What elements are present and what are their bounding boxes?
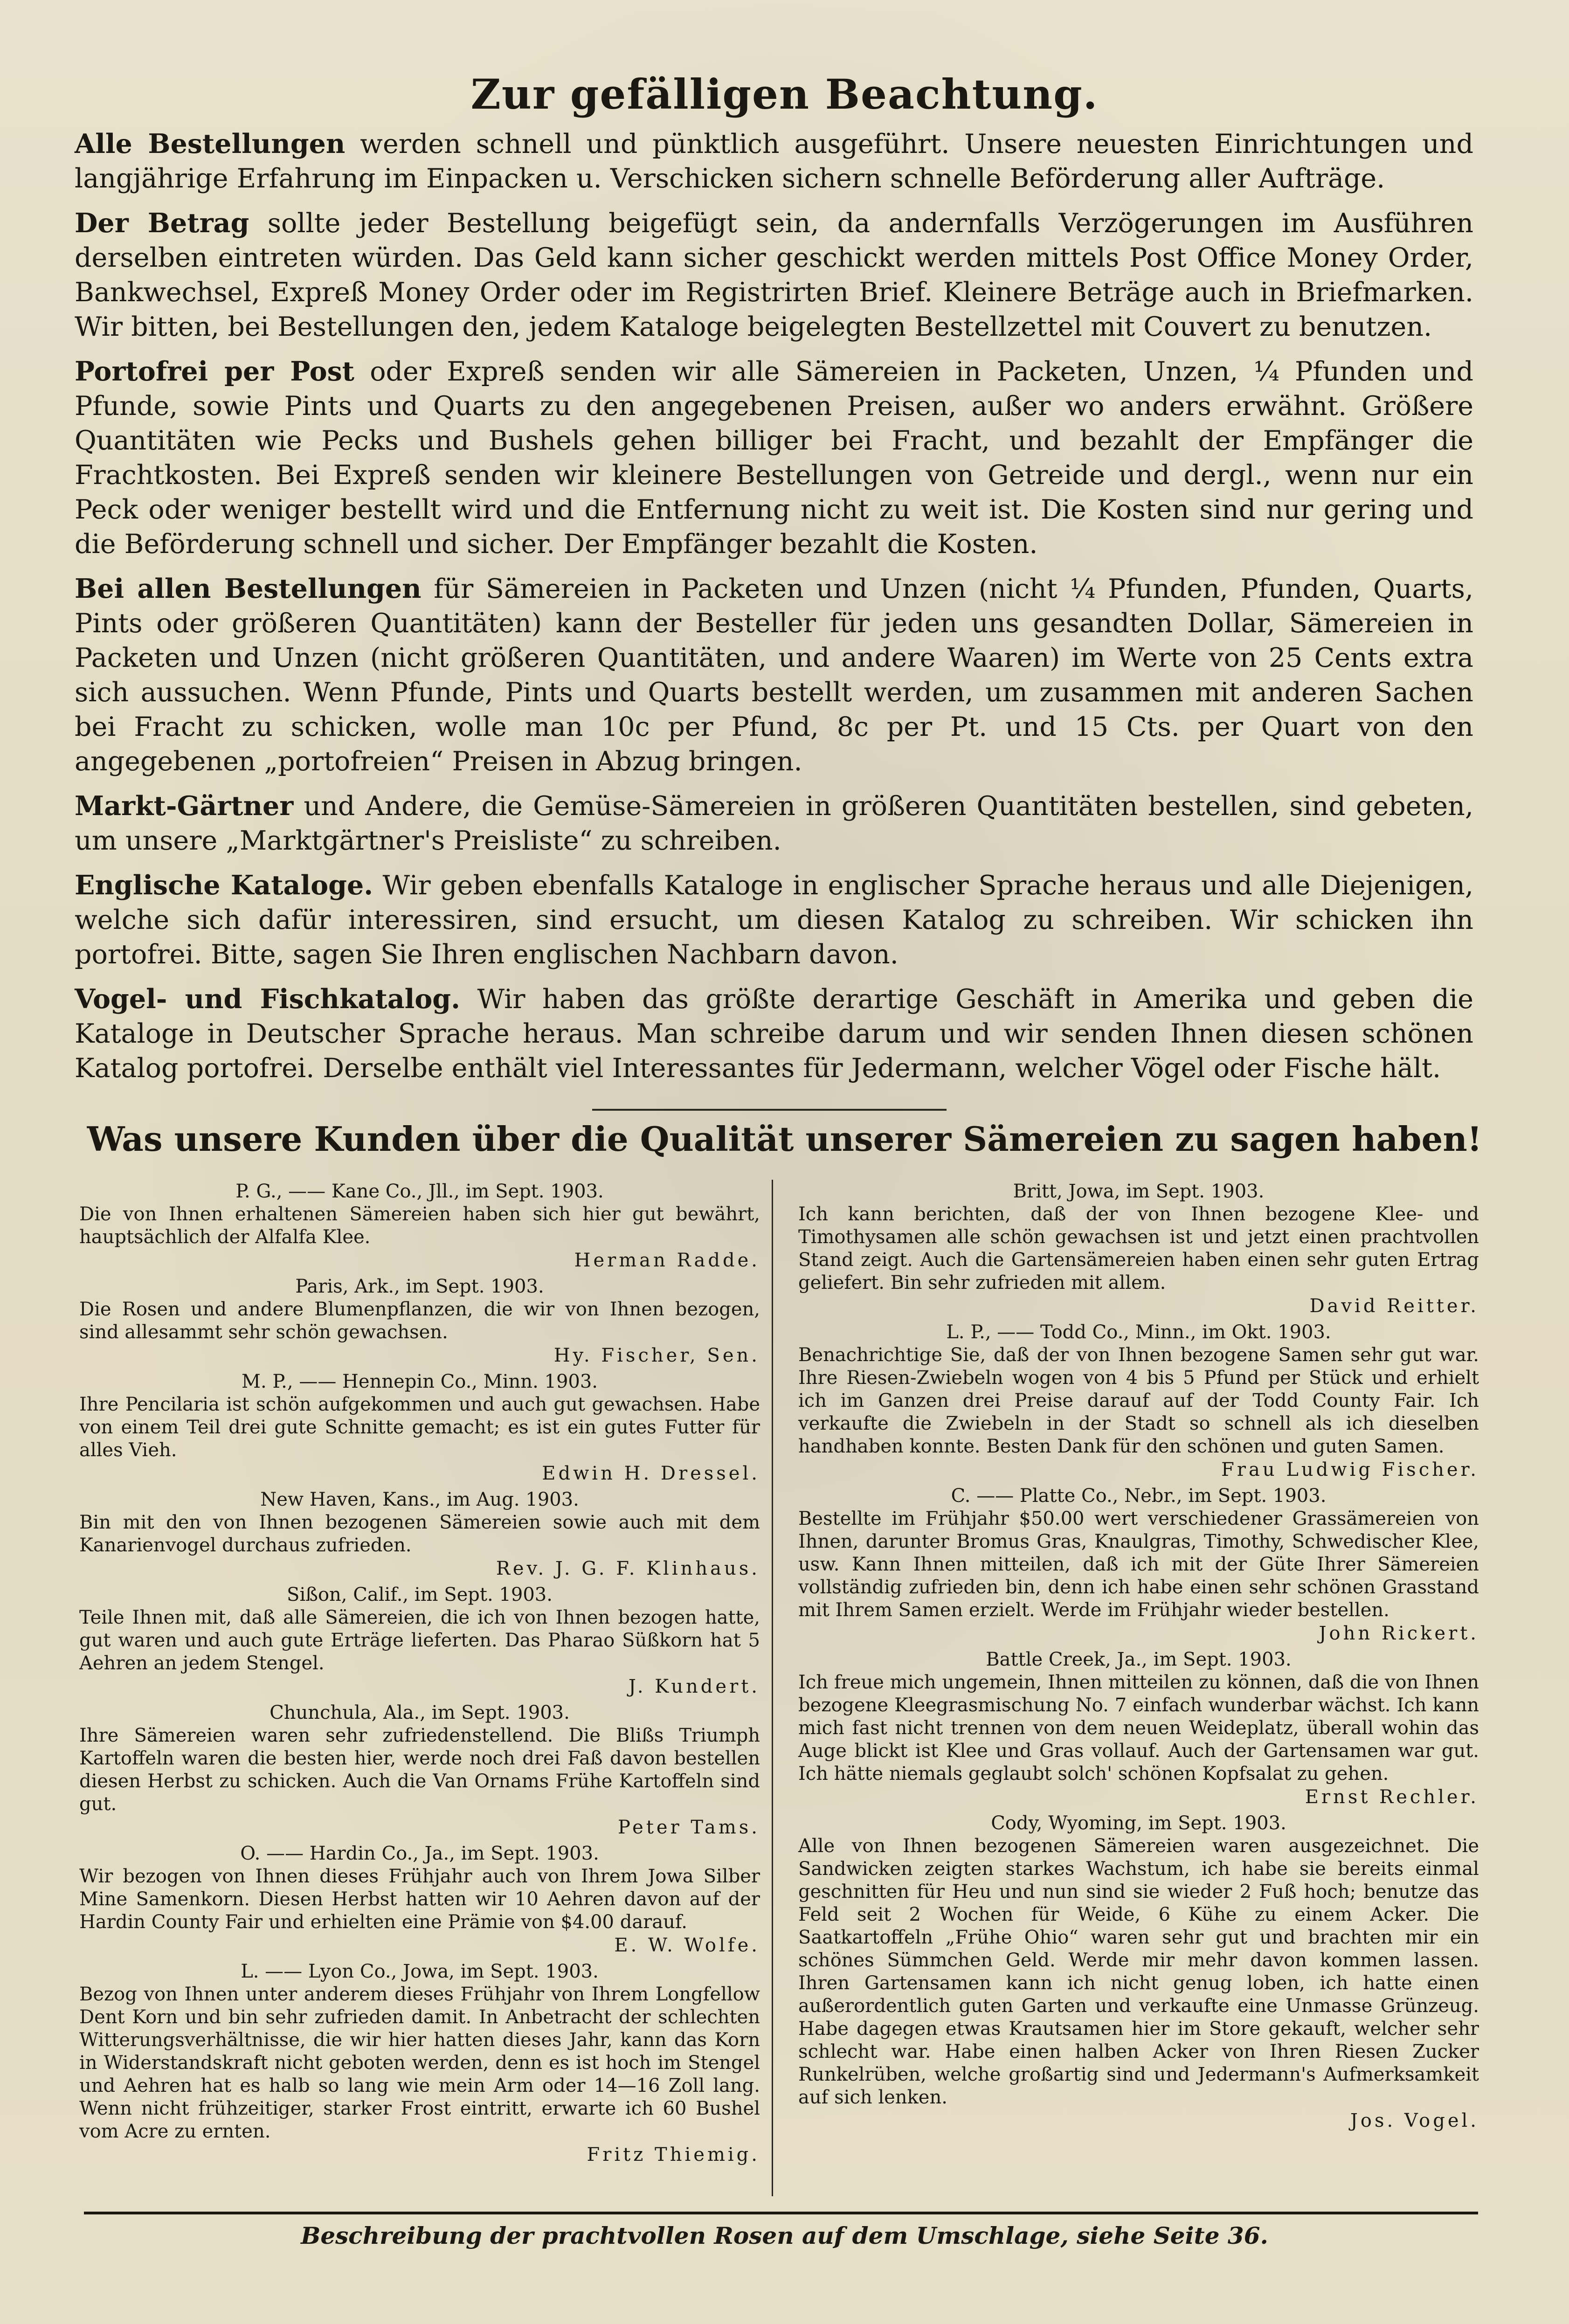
testimonial-signature: Jos. Vogel. xyxy=(1350,2110,1479,2131)
notice-text: und Andere, die Gemüse-Sämereien in größeren Quantitäten bestellen, sind gebeten, um unsere „Marktgärtner's Preisliste“ zu schreiben. xyxy=(75,791,1473,856)
notice-text: sollte jeder Bestellung beigefügt sein, da andernfalls Verzögerungen im Ausführen derselben eintreten würden. Das Geld kann sicher geschickt werden mittels Post Office Money Order, Bankwechsel, Expreß Money Order oder im Registrirten Brief. Kleinere Beträge auch in Briefmarken. Wir bitten, bei Bestellungen den, jedem Kataloge beigelegten Bestellzettel mit Couvert zu benutzen. xyxy=(75,208,1473,342)
testimonial-place: Cody, Wyoming, im Sept. 1903. xyxy=(991,1812,1286,1834)
testimonial-place: Sißon, Calif., im Sept. 1903. xyxy=(287,1584,553,1605)
testimonial-place: Chunchula, Ala., im Sept. 1903. xyxy=(270,1702,570,1723)
notice-text: werden schnell und pünktlich ausgeführt. Unsere neuesten Einrichtungen und langjährige Erfahrung im Einpacken u. Verschicken sichern schnelle Beförderung aller Aufträge. xyxy=(75,129,1473,194)
testimonial-text: Ihre Pencilaria ist schön aufgekommen und auch gut gewachsen. Habe von einem Teil drei gute Schnitte gemacht; es ist ein gutes Futter für alles Vieh. xyxy=(79,1394,760,1461)
testimonial-place: P. G., —— Kane Co., Jll., im Sept. 1903. xyxy=(235,1181,604,1202)
notice-lead: Der Betrag xyxy=(75,208,249,239)
testimonials-left-column xyxy=(79,1180,760,2169)
testimonial-place: Battle Creek, Ja., im Sept. 1903. xyxy=(986,1649,1292,1670)
notice-orders xyxy=(75,127,1473,196)
notice-lead: Alle Bestellungen xyxy=(75,128,346,159)
testimonial-text: Teile Ihnen mit, daß alle Sämereien, die ich von Ihnen bezogen hatte, gut waren und auch gute Erträge lieferten. Das Pharao Süßkorn hat 5 Aehren an jedem Stengel. xyxy=(79,1607,760,1674)
testimonial-signature: Fritz Thiemig. xyxy=(587,2144,760,2165)
column-divider xyxy=(772,1180,773,2196)
testimonial xyxy=(798,1648,1479,1809)
testimonial-place: O. —— Hardin Co., Ja., im Sept. 1903. xyxy=(240,1843,599,1864)
notice-english-catalogs xyxy=(75,868,1473,972)
testimonial xyxy=(79,1275,760,1367)
notice-lead: Portofrei per Post xyxy=(75,356,355,387)
notice-text: für Sämereien in Packeten und Unzen (nicht ¼ Pfunden, Pfunden, Quarts, Pints oder größeren Quantitäten) kann der Besteller für jeden uns gesandten Dollar, Sämereien in Packeten und Unzen (nicht größeren Quantitäten, und andere Waaren) im Werte von 25 Cents extra sich aussuchen. Wenn Pfunde, Pints und Quarts bestellt werden, um zusammen mit anderen Sachen bei Fracht zu schicken, wolle man 10c per Pfund, 8c per Pt. und 15 Cts. per Quart von den angegebenen „portofreien“ Preisen in Abzug bringen. xyxy=(75,574,1473,777)
testimonial xyxy=(798,1812,1479,2132)
testimonial-text: Ich kann berichten, daß der von Ihnen bezogene Klee- und Timothysamen alle schön gewachsen ist und jetzt einen prachtvollen Stand zeigt. Auch die Gartensämereien haben einen sehr guten Ertrag geliefert. Bin sehr zufrieden mit allem. xyxy=(798,1204,1479,1293)
testimonial xyxy=(79,1370,760,1485)
testimonial-place: L. P., —— Todd Co., Minn., im Okt. 1903. xyxy=(946,1321,1331,1343)
testimonial-text: Bestellte im Frühjahr $50.00 wert verschiedener Grassämereien von Ihnen, darunter Bromus Gras, Knaulgras, Timothy, Schwedischer Klee, usw. Kann Ihnen mitteilen, daß ich mit der Güte Ihrer Sämereien vollständig zufrieden bin, denn ich habe einen sehr schönen Grasstand mit Ihrem Samen erzielt. Werde im Frühjahr wieder bestellen. xyxy=(798,1508,1479,1621)
testimonial xyxy=(798,1321,1479,1481)
notice-text: Wir geben ebenfalls Kataloge in englischer Sprache heraus und alle Diejenigen, welche sich dafür interessiren, sind ersucht, um diesen Katalog zu schreiben. Wir schicken ihn portofrei. Bitte, sagen Sie Ihren englischen Nachbarn davon. xyxy=(75,870,1473,970)
testimonials-heading: Was unsere Kunden über die Qualität unserer Sämereien zu sagen haben! xyxy=(87,1119,1482,1159)
notices-section xyxy=(75,127,1473,1096)
testimonial-signature: Frau Ludwig Fischer. xyxy=(1221,1459,1479,1480)
page-title: Zur gefälligen Beachtung. xyxy=(470,70,1099,118)
testimonial xyxy=(798,1484,1479,1645)
testimonial xyxy=(79,1701,760,1839)
testimonial-place: M. P., —— Hennepin Co., Minn. 1903. xyxy=(241,1371,598,1392)
testimonial xyxy=(79,1180,760,1272)
testimonial-signature: David Reitter. xyxy=(1309,1295,1479,1317)
testimonial-signature: J. Kundert. xyxy=(628,1676,760,1697)
notice-text: Wir haben das größte derartige Geschäft in Amerika und geben die Kataloge in Deutscher Sprache heraus. Man schreibe darum und wir senden Ihnen diesen schönen Katalog portofrei. Derselbe enthält viel Interessantes für Jedermann, welcher Vögel oder Fische hält. xyxy=(75,984,1473,1084)
footer-note: Beschreibung der prachtvollen Rosen auf dem Umschlage, siehe Seite 36. xyxy=(301,2222,1268,2249)
testimonial-text: Benachrichtige Sie, daß der von Ihnen bezogene Samen sehr gut war. Ihre Riesen-Zwiebeln wogen von 4 bis 5 Pfund per Stück und erhielt ich im Ganzen drei Preise darauf auf der Todd County Fair. Ich verkaufte die Zwiebeln in der Stadt so schnell als ich dieselben handhaben konnte. Besten Dank für den schönen und guten Samen. xyxy=(798,1344,1479,1457)
testimonial-signature: Hy. Fischer, Sen. xyxy=(553,1345,760,1366)
testimonial-text: Die von Ihnen erhaltenen Sämereien haben sich hier gut bewährt, hauptsächlich der Alfalfa Klee. xyxy=(79,1204,760,1248)
testimonial-signature: E. W. Wolfe. xyxy=(614,1935,760,1956)
notice-bird-fish-catalog xyxy=(75,982,1473,1086)
testimonial xyxy=(79,1960,760,2166)
notice-text: oder Expreß senden wir alle Sämereien in Packeten, Unzen, ¼ Pfunden und Pfunde, sowie Pints und Quarts zu den angegebenen Preisen, außer wo anders erwähnt. Größere Quantitäten wie Pecks und Bushels gehen billiger bei Fracht, und bezahlt der Empfänger die Frachtkosten. Bei Expreß senden wir kleinere Bestellungen von Getreide und dergl., wenn nur ein Peck oder weniger bestellt wird und die Entfernung nicht zu weit ist. Die Kosten sind nur gering und die Beförderung schnell und sicher. Der Empfänger bezahlt die Kosten. xyxy=(75,356,1473,560)
testimonial-place: L. —— Lyon Co., Jowa, im Sept. 1903. xyxy=(241,1961,599,1982)
notice-all-orders xyxy=(75,572,1473,779)
testimonial xyxy=(798,1180,1479,1318)
testimonial xyxy=(79,1842,760,1957)
testimonial-text: Ich freue mich ungemein, Ihnen mitteilen zu können, daß die von Ihnen bezogene Kleegrasmischung No. 7 einfach wunderbar wächst. Ich kann mich fast nicht trennen von dem neuen Weideplatz, überall wohin das Auge blickt ist Klee und Gras vollauf. Auch der Gartensamen war gut. Ich hätte niemals geglaubt solch' schönen Kopfsalat zu gehen. xyxy=(798,1672,1479,1784)
testimonials-right-column xyxy=(798,1180,1479,2135)
testimonial-place: C. —— Platte Co., Nebr., im Sept. 1903. xyxy=(951,1485,1327,1507)
notice-lead: Vogel- und Fischkatalog. xyxy=(75,983,461,1015)
testimonial xyxy=(79,1488,760,1580)
testimonial-text: Bin mit den von Ihnen bezogenen Sämereien sowie auch mit dem Kanarienvogel durchaus zufrieden. xyxy=(79,1512,760,1556)
testimonial-place: Britt, Jowa, im Sept. 1903. xyxy=(1013,1181,1265,1202)
testimonial xyxy=(79,1583,760,1698)
testimonial-place: New Haven, Kans., im Aug. 1903. xyxy=(260,1489,579,1510)
notice-lead: Markt-Gärtner xyxy=(75,790,294,822)
testimonial-signature: Peter Tams. xyxy=(618,1817,760,1838)
testimonial-signature: Rev. J. G. F. Klinhaus. xyxy=(496,1558,760,1579)
notice-payment xyxy=(75,206,1473,344)
notice-postage xyxy=(75,354,1473,561)
testimonial-text: Bezog von Ihnen unter anderem dieses Frühjahr von Ihrem Longfellow Dent Korn und bin sehr zufrieden damit. In Anbetracht der schlechten Witterungsverhältnisse, die wir hier hatten dieses Jahr, kann das Korn in Widerstandskraft nicht geboten werden, denn es ist hoch im Stengel und Aehren hat es halb so lang wie mein Arm oder 14—16 Zoll lang. Wenn nicht frühzeitiger, starker Frost eintritt, erwarte ich 60 Bushel vom Acre zu ernten. xyxy=(79,1984,760,2142)
testimonial-text: Ihre Sämereien waren sehr zufriedenstellend. Die Blißs Triumph Kartoffeln waren die besten hier, werde noch drei Faß davon bestellen diesen Herbst zu schicken. Auch die Van Ornams Frühe Kartoffeln sind gut. xyxy=(79,1725,760,1815)
section-divider xyxy=(592,1109,947,1111)
notice-market-gardeners xyxy=(75,789,1473,858)
testimonial-signature: Ernst Rechler. xyxy=(1305,1786,1479,1808)
testimonial-signature: John Rickert. xyxy=(1319,1623,1479,1644)
testimonial-place: Paris, Ark., im Sept. 1903. xyxy=(295,1276,544,1297)
footer-rule xyxy=(84,2212,1478,2214)
testimonial-text: Alle von Ihnen bezogenen Sämereien waren ausgezeichnet. Die Sandwicken zeigten starkes Wachstum, ich habe sie bereits einmal geschnitten für Heu und nun sind sie wieder 2 Fuß hoch; benutze das Feld seit 2 Wochen für Weide, 6 Kühe zu einem Acker. Die Saatkartoffeln „Frühe Ohio“ waren sehr gut und brachten mir ein schönes Sümmchen Geld. Werde mir mehr davon kommen lassen. Ihren Gartensamen kann ich nicht genug loben, ich hatte einen außerordentlich guten Garten und verkaufte eine Unmasse Grünzeug. Habe dagegen etwas Krautsamen hier im Store gekauft, welcher sehr schlecht war. Habe einen halben Acker von Ihren Riesen Zucker Runkelrüben, welche großartig sind und Jedermann's Aufmerksamkeit auf sich lenken. xyxy=(798,1835,1479,2108)
notice-lead: Englische Kataloge. xyxy=(75,870,373,901)
testimonial-text: Die Rosen und andere Blumenpflanzen, die wir von Ihnen bezogen, sind allesammt sehr schön gewachsen. xyxy=(79,1299,760,1343)
testimonial-signature: Herman Radde. xyxy=(574,1250,760,1271)
testimonial-signature: Edwin H. Dressel. xyxy=(542,1463,760,1484)
notice-lead: Bei allen Bestellungen xyxy=(75,573,422,604)
testimonial-text: Wir bezogen von Ihnen dieses Frühjahr auch von Ihrem Jowa Silber Mine Samenkorn. Diesen Herbst hatten wir 10 Aehren davon auf der Hardin County Fair und erhielten eine Prämie von $4.00 darauf. xyxy=(79,1866,760,1933)
